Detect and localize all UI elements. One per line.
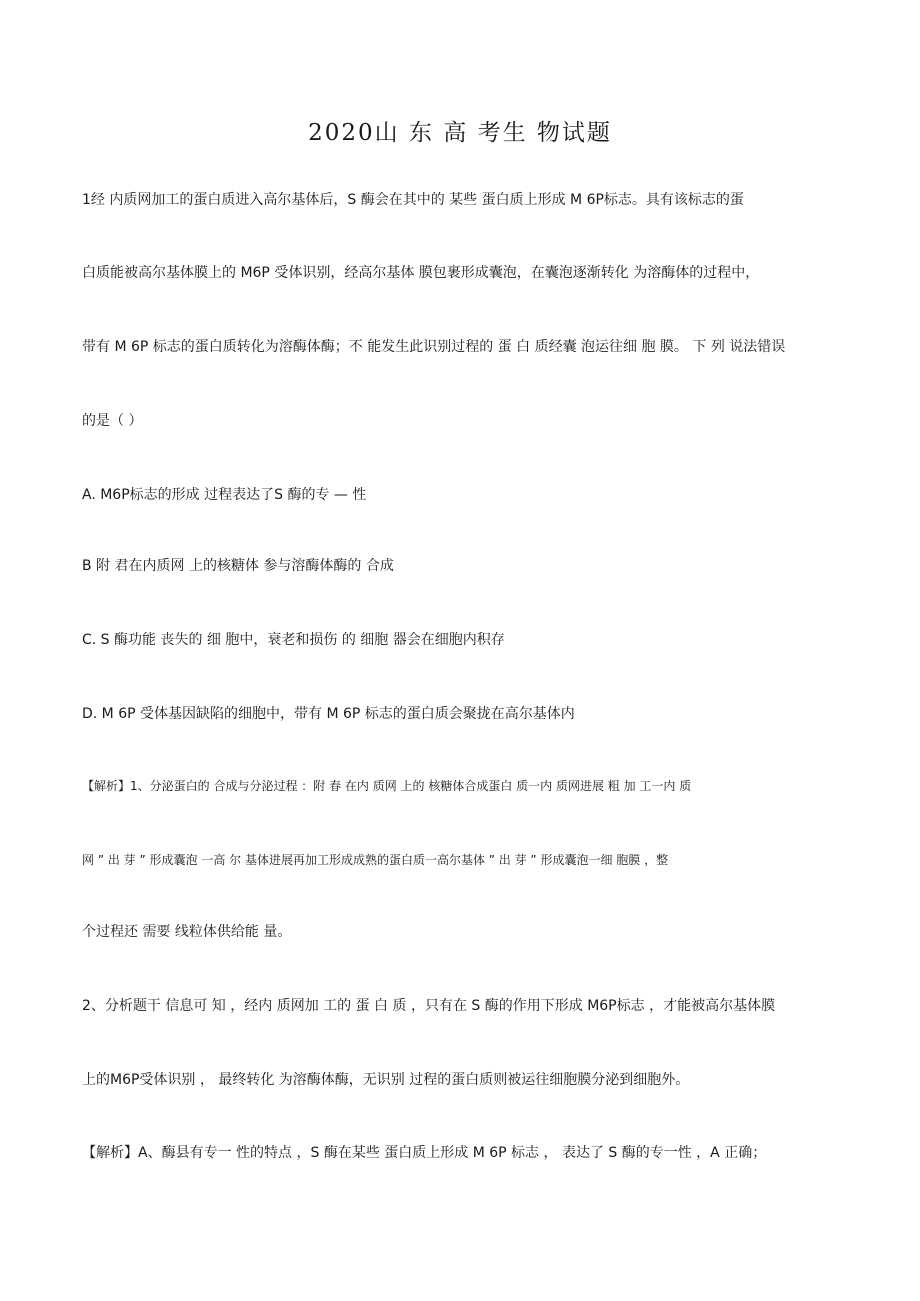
- analysis-line-5: 上的M6P受体识别 ， 最终转化 为溶酶体酶，无识别 过程的蛋白质则被运往细胞膜分泌到细胞外。: [82, 1072, 690, 1088]
- analysis-line-6: 【解析】A、酶县有专一 性的特点 ，S 酶在某些 蛋白质上形成 M 6P 标志 ， 表达了 S 酶的专一性 ，A 正确；: [82, 1145, 767, 1161]
- analysis-line-1: 【解析】1、分泌蛋白的 合成与分泌过程 ：附 春 在内 质网 上的 核糖体合成蛋白 质一内 质网进展 粗 加 工一内 质: [82, 779, 692, 793]
- analysis-line-2: 网 ” 出 芽 ” 形成囊泡 一高 尔 基体进展再加工形成成熟的蛋白质一高尔基体 ” 出 芽 ” 形成囊泡一细 胞膜 ，整: [82, 853, 669, 867]
- option-c: C. S 酶功能 丧失的 细 胞中，衰老和损伤 的 细胞 器会在细胞内积存: [82, 632, 505, 648]
- page-title: 2020山 东 高 考生 物试题: [308, 120, 612, 146]
- analysis-line-3: 个过程还 需要 线粒体供给能 量。: [82, 924, 292, 940]
- question-text-line-4: 的是（ ）: [82, 413, 143, 429]
- option-b: B 附 君在内质网 上的核糖体 参与溶酶体酶的 合成: [82, 558, 394, 574]
- option-d: D. M 6P 受体基因缺陷的细胞中，带有 M 6P 标志的蛋白质会聚拢在高尔基体内: [82, 706, 575, 722]
- question-text-line-3: 带有 M 6P 标志的蛋白质转化为溶酶体酶；不 能发生此识别过程的 蛋 白 质经囊 泡运往细 胞 膜。 下 列 说法错误: [82, 339, 786, 355]
- analysis-line-4: 2、分析题干 信息可 知 ，经内 质网加 工的 蛋 白 质 ，只有在 S 酶的作用下形成 M6P标志 ，才能被高尔基体膜: [82, 998, 776, 1014]
- question-text-line-1: 1经 内质网加工的蛋白质进入高尔基体后，S 酶会在其中的 某些 蛋白质上形成 M 6P标志。具有该标志的蛋: [82, 192, 744, 208]
- question-text-line-2: 白质能被高尔基体膜上的 M6P 受体识别，经高尔基体 膜包裹形成囊泡，在囊泡逐渐转化 为溶酶体的过程中，: [82, 265, 760, 281]
- option-a: A. M6P标志的形成 过程表达了S 酶的专 — 性: [82, 487, 367, 503]
